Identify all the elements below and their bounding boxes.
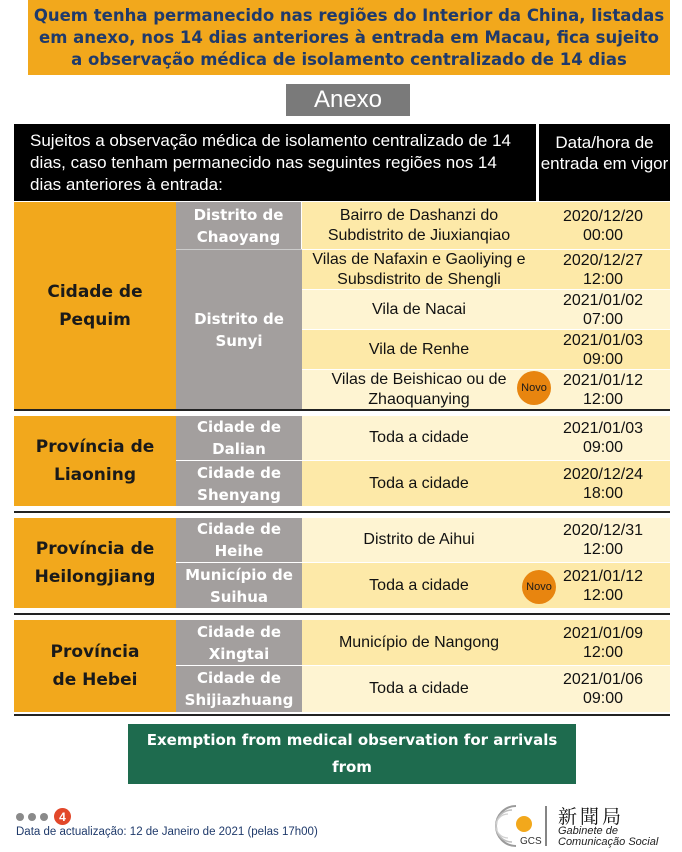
district-shenyang: Cidade de Shenyang (176, 461, 302, 506)
page-dot (28, 813, 36, 821)
district-sunyi: Distrito de Sunyi (176, 249, 302, 409)
province-heilongjiang: Província de Heilongjiang (14, 518, 176, 608)
date-dashanzi: 2020/12/20 00:00 (536, 202, 670, 249)
district-suihua: Município de Suihua (176, 563, 302, 608)
district-chaoyang: Distrito de Chaoyang (176, 202, 302, 249)
area-nangong: Município de Nangong (302, 620, 536, 665)
exemption-line-1: Exemption from medical observation for arrivals from (146, 731, 558, 776)
area-nacai: Vila de Nacai (302, 290, 536, 329)
date-beishicao: 2021/01/12 12:00 (536, 370, 670, 409)
banner-line-2: em anexo, nos 14 dias anteriores à entrada em Macau, fica sujeito (39, 28, 659, 47)
district-heihe: Cidade de Heihe (176, 518, 302, 562)
gcs-logo (486, 800, 676, 850)
divider (14, 714, 670, 716)
date-shijiazhuang: 2021/01/06 09:00 (536, 666, 670, 712)
date-shenyang: 2020/12/24 18:00 (536, 461, 670, 506)
district-dalian: Cidade de Dalian (176, 416, 302, 460)
province-liaoning: Província de Liaoning (14, 416, 176, 506)
table-header-description: Sujeitos a observação médica de isolamento centralizado de 14 dias, caso tenham permanecido nas seguintes regiões nos 14 dias anteriores à entrada: (14, 124, 536, 201)
header-banner (28, 0, 670, 75)
area-shijiazhuang: Toda a cidade (302, 666, 536, 712)
district-xingtai: Cidade de Xingtai (176, 620, 302, 665)
gcs-abbr: GCS (520, 836, 542, 847)
date-nacai: 2021/01/02 07:00 (536, 290, 670, 329)
area-nafaxin: Vilas de Nafaxin e Gaoliying e Subsdistrito de Shengli (302, 250, 536, 289)
area-aihui: Distrito de Aihui (302, 518, 536, 562)
date-renhe: 2021/01/03 09:00 (536, 330, 670, 369)
area-dalian: Toda a cidade (302, 416, 536, 460)
date-nafaxin: 2020/12/27 12:00 (536, 250, 670, 289)
gcs-emblem-icon (486, 802, 548, 848)
novo-badge: Novo (522, 570, 556, 604)
update-date: Data de actualização: 12 de Janeiro de 2021 (pelas 17h00) (16, 826, 318, 838)
divider (14, 511, 670, 513)
area-dashanzi: Bairro de Dashanzi do Subdistrito de Jiuxianqiao (302, 202, 536, 249)
date-dalian: 2021/01/03 09:00 (536, 416, 670, 460)
logo-pt-line-1: Gabinete de (558, 825, 618, 837)
district-shijiazhuang: Cidade de Shijiazhuang (176, 666, 302, 712)
date-aihui: 2020/12/31 12:00 (536, 518, 670, 562)
novo-badge: Novo (517, 371, 551, 405)
logo-pt-line-2: Comunicação Social (558, 836, 659, 848)
page-number: 4 (54, 808, 71, 825)
annex-title: Anexo (286, 84, 410, 116)
page-indicator (16, 808, 71, 825)
table-header-date: Data/hora de entrada em vigor (537, 124, 670, 201)
page-dot (40, 813, 48, 821)
exemption-line-2: low-risk cities in mainland China. (211, 785, 493, 803)
area-beishicao: Vilas de Beishicao ou de Zhaoquanying (302, 370, 536, 409)
area-suihua: Toda a cidade (302, 563, 536, 608)
logo-portuguese (558, 826, 658, 848)
divider (14, 613, 670, 615)
date-nangong: 2021/01/09 12:00 (536, 620, 670, 665)
banner-line-1: Quem tenha permanecido nas regiões do Interior da China, listadas (33, 6, 665, 25)
area-renhe: Vila de Renhe (302, 330, 536, 369)
date-suihua: 2021/01/12 12:00 (536, 563, 670, 608)
logo-chinese: 新聞局 (558, 806, 625, 828)
province-hebei: Província de Hebei (14, 620, 176, 712)
page-dot (16, 813, 24, 821)
exemption-note (128, 724, 576, 803)
area-shenyang: Toda a cidade (302, 461, 536, 506)
banner-line-3: a observação médica de isolamento centralizado de 14 dias (71, 50, 627, 69)
province-pequim: Cidade de Pequim (14, 202, 176, 409)
